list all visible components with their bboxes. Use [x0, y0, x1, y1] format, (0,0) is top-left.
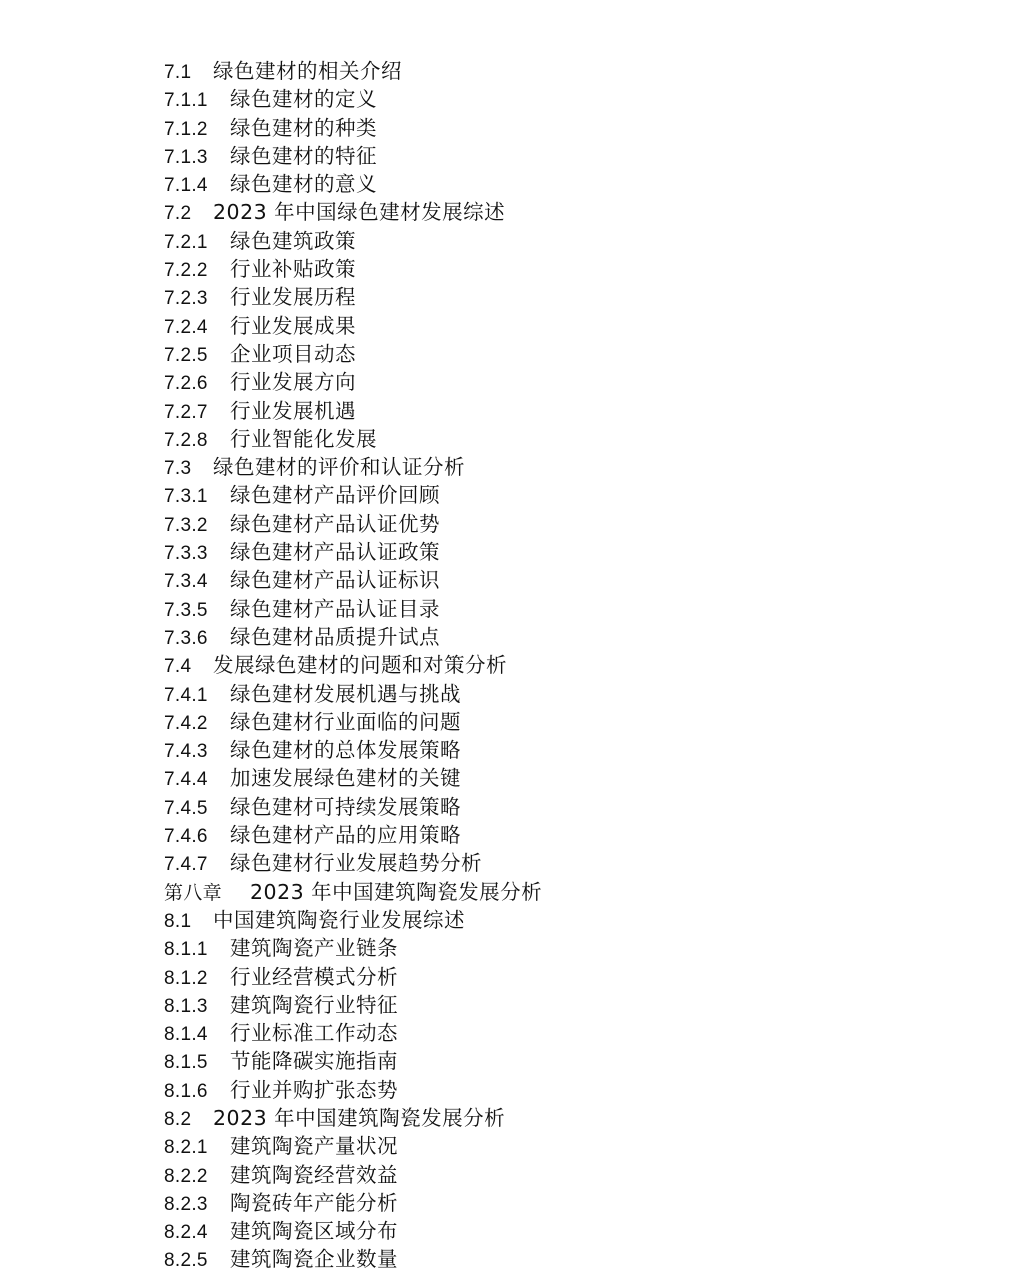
toc-entry-number: 7.2.8 — [164, 429, 208, 451]
toc-entry-number: 7.1.3 — [164, 146, 208, 168]
toc-entry-title: 行业发展成果 — [230, 313, 356, 338]
toc-entry-number: 7.2.6 — [164, 373, 208, 395]
toc-entry-number: 7.3.2 — [164, 514, 208, 536]
toc-subsection-entry — [164, 538, 542, 566]
toc-entry-title: 行业发展方向 — [230, 370, 356, 395]
toc-entry-number: 7.3.4 — [164, 571, 208, 593]
toc-subsection-entry — [164, 1245, 542, 1273]
toc-entry-title: 绿色建材产品认证标识 — [230, 568, 440, 593]
toc-entry-title: 建筑陶瓷企业数量 — [230, 1247, 398, 1272]
toc-subsection-entry — [164, 481, 542, 509]
toc-entry-number: 8.2.3 — [164, 1193, 208, 1215]
toc-entry-number: 7.1.1 — [164, 90, 208, 112]
toc-subsection-entry — [164, 708, 542, 736]
toc-entry-title: 行业经营模式分析 — [230, 964, 398, 989]
toc-entry-title: 绿色建筑政策 — [230, 228, 356, 253]
toc-entry-number: 7.4.1 — [164, 684, 208, 706]
toc-subsection-entry — [164, 425, 542, 453]
toc-subsection-entry — [164, 566, 542, 594]
toc-entry-number: 7.1 — [164, 62, 192, 83]
toc-entry-title: 建筑陶瓷经营效益 — [230, 1162, 398, 1187]
toc-subsection-entry — [164, 793, 542, 821]
toc-entry-number: 7.3.6 — [164, 627, 208, 649]
toc-entry-number: 8.1.5 — [164, 1052, 208, 1074]
toc-entry-title: 行业发展机遇 — [230, 398, 356, 423]
toc-entry-number: 7.4.7 — [164, 854, 208, 876]
table-of-contents — [164, 57, 542, 1274]
toc-subsection-entry — [164, 255, 542, 283]
toc-entry-title: 行业标准工作动态 — [230, 1021, 398, 1046]
toc-entry-title: 发展绿色建材的问题和对策分析 — [213, 653, 507, 678]
toc-entry-number: 7.3 — [164, 458, 192, 480]
toc-entry-number: 8.1.4 — [164, 1024, 208, 1046]
toc-entry-number: 7.3.1 — [164, 486, 208, 508]
toc-entry-number: 7.4.4 — [164, 769, 208, 791]
toc-entry-title: 绿色建材品质提升试点 — [230, 624, 440, 649]
toc-entry-number: 8.2.4 — [164, 1222, 208, 1244]
toc-entry-title: 绿色建材产品认证目录 — [230, 596, 440, 621]
toc-entry-title: 2023 年中国绿色建材发展综述 — [213, 200, 506, 225]
toc-entry-title: 建筑陶瓷行业特征 — [230, 992, 398, 1017]
toc-entry-title: 建筑陶瓷产业链条 — [230, 936, 398, 961]
toc-subsection-entry — [164, 764, 542, 792]
toc-subsection-entry — [164, 963, 542, 991]
toc-entry-title: 绿色建材发展机遇与挑战 — [230, 681, 461, 706]
toc-section-heading — [164, 1104, 542, 1132]
toc-subsection-entry — [164, 1019, 542, 1047]
toc-entry-title: 2023 年中国建筑陶瓷发展分析 — [213, 1105, 506, 1130]
toc-entry-title: 企业项目动态 — [230, 341, 356, 366]
toc-entry-number: 7.2 — [164, 203, 192, 225]
toc-entry-number: 8.2.1 — [164, 1137, 208, 1159]
toc-entry-number: 8.2.2 — [164, 1165, 208, 1187]
toc-entry-title: 绿色建材的定义 — [230, 87, 377, 112]
toc-entry-number: 8.2.5 — [164, 1250, 208, 1272]
toc-subsection-entry — [164, 340, 542, 368]
toc-entry-number: 7.2.4 — [164, 316, 208, 338]
toc-subsection-entry — [164, 368, 542, 396]
toc-entry-number: 7.2.1 — [164, 231, 208, 253]
toc-subsection-entry — [164, 142, 542, 170]
toc-entry-title: 2023 年中国建筑陶瓷发展分析 — [250, 879, 543, 904]
toc-entry-title: 绿色建材的评价和认证分析 — [213, 455, 465, 480]
toc-entry-title: 绿色建材行业面临的问题 — [230, 709, 461, 734]
toc-section-heading — [164, 453, 542, 481]
toc-entry-number: 7.4.2 — [164, 712, 208, 734]
toc-entry-number: 7.1.2 — [164, 118, 208, 140]
toc-entry-number: 7.2.2 — [164, 260, 208, 282]
toc-entry-number: 7.4.3 — [164, 741, 208, 763]
toc-chapter-heading — [164, 878, 542, 906]
toc-subsection-entry — [164, 1161, 542, 1189]
toc-entry-number: 8.1 — [164, 910, 192, 932]
toc-entry-title: 绿色建材的种类 — [230, 115, 377, 140]
toc-section-heading — [164, 906, 542, 934]
toc-entry-title: 绿色建材产品认证优势 — [230, 511, 440, 536]
toc-subsection-entry — [164, 849, 542, 877]
toc-entry-number: 8.2 — [164, 1108, 192, 1130]
toc-subsection-entry — [164, 227, 542, 255]
toc-entry-title: 行业补贴政策 — [230, 257, 356, 282]
toc-entry-title: 行业发展历程 — [230, 285, 356, 310]
toc-subsection-entry — [164, 595, 542, 623]
toc-entry-number: 7.2.3 — [164, 288, 208, 310]
toc-entry-number: 7.2.7 — [164, 401, 208, 423]
toc-entry-title: 行业并购扩张态势 — [230, 1077, 398, 1102]
toc-subsection-entry — [164, 736, 542, 764]
toc-subsection-entry — [164, 1047, 542, 1075]
toc-entry-title: 节能降碳实施指南 — [230, 1049, 398, 1074]
toc-subsection-entry — [164, 1189, 542, 1217]
toc-entry-title: 绿色建材产品认证政策 — [230, 540, 440, 565]
toc-entry-number: 7.3.3 — [164, 543, 208, 565]
toc-entry-title: 加速发展绿色建材的关键 — [230, 766, 461, 791]
toc-entry-title: 中国建筑陶瓷行业发展综述 — [213, 907, 465, 932]
toc-entry-title: 绿色建材的总体发展策略 — [230, 738, 461, 763]
toc-entry-number: 7.4 — [164, 656, 192, 678]
toc-subsection-entry — [164, 680, 542, 708]
toc-subsection-entry — [164, 114, 542, 142]
toc-subsection-entry — [164, 312, 542, 340]
toc-subsection-entry — [164, 1076, 542, 1104]
toc-section-heading — [164, 651, 542, 679]
toc-subsection-entry — [164, 1132, 542, 1160]
toc-entry-number: 7.1.4 — [164, 175, 208, 197]
toc-subsection-entry — [164, 1217, 542, 1245]
toc-subsection-entry — [164, 170, 542, 198]
toc-entry-number: 8.1.1 — [164, 939, 208, 961]
toc-entry-title: 建筑陶瓷产量状况 — [230, 1134, 398, 1159]
toc-entry-number: 7.2.5 — [164, 344, 208, 366]
toc-entry-title: 绿色建材产品评价回顾 — [230, 483, 440, 508]
toc-subsection-entry — [164, 510, 542, 538]
toc-entry-number: 7.4.6 — [164, 826, 208, 848]
toc-subsection-entry — [164, 397, 542, 425]
toc-entry-title: 绿色建材可持续发展策略 — [230, 794, 461, 819]
toc-entry-title: 绿色建材的意义 — [230, 172, 377, 197]
toc-section-heading — [164, 198, 542, 226]
toc-entry-number: 8.1.6 — [164, 1080, 208, 1102]
toc-entry-title: 绿色建材产品的应用策略 — [230, 823, 461, 848]
toc-entry-title: 行业智能化发展 — [230, 426, 377, 451]
toc-entry-title: 绿色建材行业发展趋势分析 — [230, 851, 482, 876]
toc-subsection-entry — [164, 283, 542, 311]
toc-subsection-entry — [164, 623, 542, 651]
toc-subsection-entry — [164, 991, 542, 1019]
toc-entry-title: 绿色建材的相关介绍 — [213, 59, 402, 83]
toc-entry-number: 8.1.2 — [164, 967, 208, 989]
toc-subsection-entry — [164, 85, 542, 113]
toc-subsection-entry — [164, 821, 542, 849]
toc-section-heading — [164, 57, 542, 85]
toc-subsection-entry — [164, 934, 542, 962]
toc-entry-number: 第八章 — [164, 882, 222, 904]
toc-entry-title: 绿色建材的特征 — [230, 143, 377, 168]
toc-entry-number: 7.3.5 — [164, 599, 208, 621]
toc-entry-number: 8.1.3 — [164, 995, 208, 1017]
toc-entry-number: 7.4.5 — [164, 797, 208, 819]
toc-entry-title: 建筑陶瓷区域分布 — [230, 1219, 398, 1244]
toc-entry-title: 陶瓷砖年产能分析 — [230, 1190, 398, 1215]
